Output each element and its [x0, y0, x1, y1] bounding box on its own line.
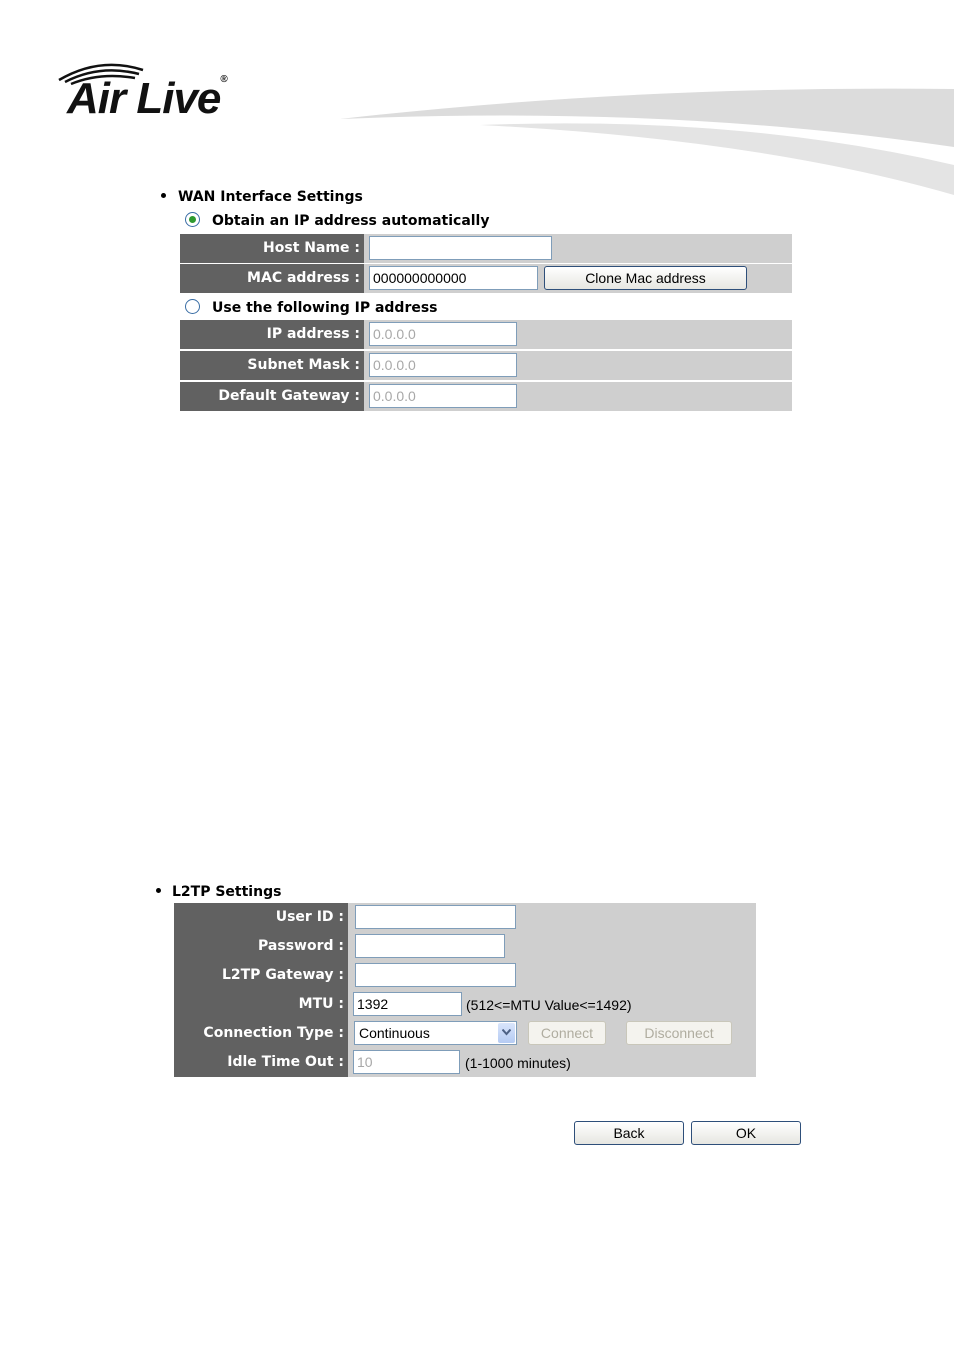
default-gateway-input[interactable]: 0.0.0.0 — [369, 384, 517, 408]
back-button[interactable]: Back — [574, 1121, 684, 1145]
brand-name: Air Live® — [67, 74, 227, 123]
connection-type-label: Connection Type : — [174, 1019, 348, 1048]
header-swoosh-graphic — [340, 85, 954, 200]
idle-time-out-label: Idle Time Out : — [174, 1048, 348, 1077]
disconnect-button[interactable]: Disconnect — [626, 1021, 732, 1045]
ip-address-input[interactable]: 0.0.0.0 — [369, 322, 517, 346]
subnet-mask-row — [180, 351, 792, 380]
l2tp-gateway-row — [174, 961, 756, 990]
idle-time-out-input[interactable]: 10 — [353, 1050, 460, 1074]
mac-address-row — [180, 264, 792, 293]
mtu-row — [174, 990, 756, 1019]
default-gateway-label: Default Gateway : — [180, 382, 364, 411]
user-id-row — [174, 903, 756, 932]
mtu-label: MTU : — [174, 990, 348, 1019]
host-name-input[interactable] — [369, 236, 552, 260]
idle-range-note: (1-1000 minutes) — [465, 1055, 571, 1071]
use-following-radio[interactable] — [185, 299, 200, 314]
default-gateway-row — [180, 382, 792, 411]
idle-time-out-row — [174, 1048, 756, 1077]
mac-address-label: MAC address : — [180, 264, 364, 293]
password-label: Password : — [174, 932, 348, 961]
mtu-input[interactable]: 1392 — [353, 992, 462, 1016]
ip-address-label: IP address : — [180, 320, 364, 349]
obtain-auto-radio[interactable] — [185, 212, 200, 227]
ip-address-row — [180, 320, 792, 349]
connection-type-row — [174, 1019, 756, 1048]
mtu-range-note: (512<=MTU Value<=1492) — [466, 997, 632, 1013]
host-name-label: Host Name : — [180, 234, 364, 263]
connect-button[interactable]: Connect — [528, 1021, 606, 1045]
subnet-mask-input[interactable]: 0.0.0.0 — [369, 353, 517, 377]
airlive-logo — [55, 60, 285, 130]
user-id-label: User ID : — [174, 903, 348, 932]
user-id-input[interactable] — [355, 905, 516, 929]
wan-settings-title: WAN Interface Settings — [161, 189, 363, 205]
mac-address-input[interactable]: 000000000000 — [369, 266, 538, 290]
chevron-down-icon[interactable] — [498, 1023, 515, 1043]
host-name-row — [180, 234, 792, 263]
l2tp-gateway-label: L2TP Gateway : — [174, 961, 348, 990]
ok-button[interactable]: OK — [691, 1121, 801, 1145]
l2tp-settings-title: L2TP Settings — [156, 884, 281, 900]
password-row — [174, 932, 756, 961]
connection-type-select[interactable]: Continuous — [354, 1021, 517, 1045]
use-following-option[interactable]: Use the following IP address — [185, 300, 438, 316]
l2tp-gateway-input[interactable] — [355, 963, 516, 987]
subnet-mask-label: Subnet Mask : — [180, 351, 364, 380]
clone-mac-button[interactable]: Clone Mac address — [544, 266, 747, 290]
obtain-auto-option[interactable]: Obtain an IP address automatically — [185, 213, 489, 229]
password-input[interactable] — [355, 934, 505, 958]
